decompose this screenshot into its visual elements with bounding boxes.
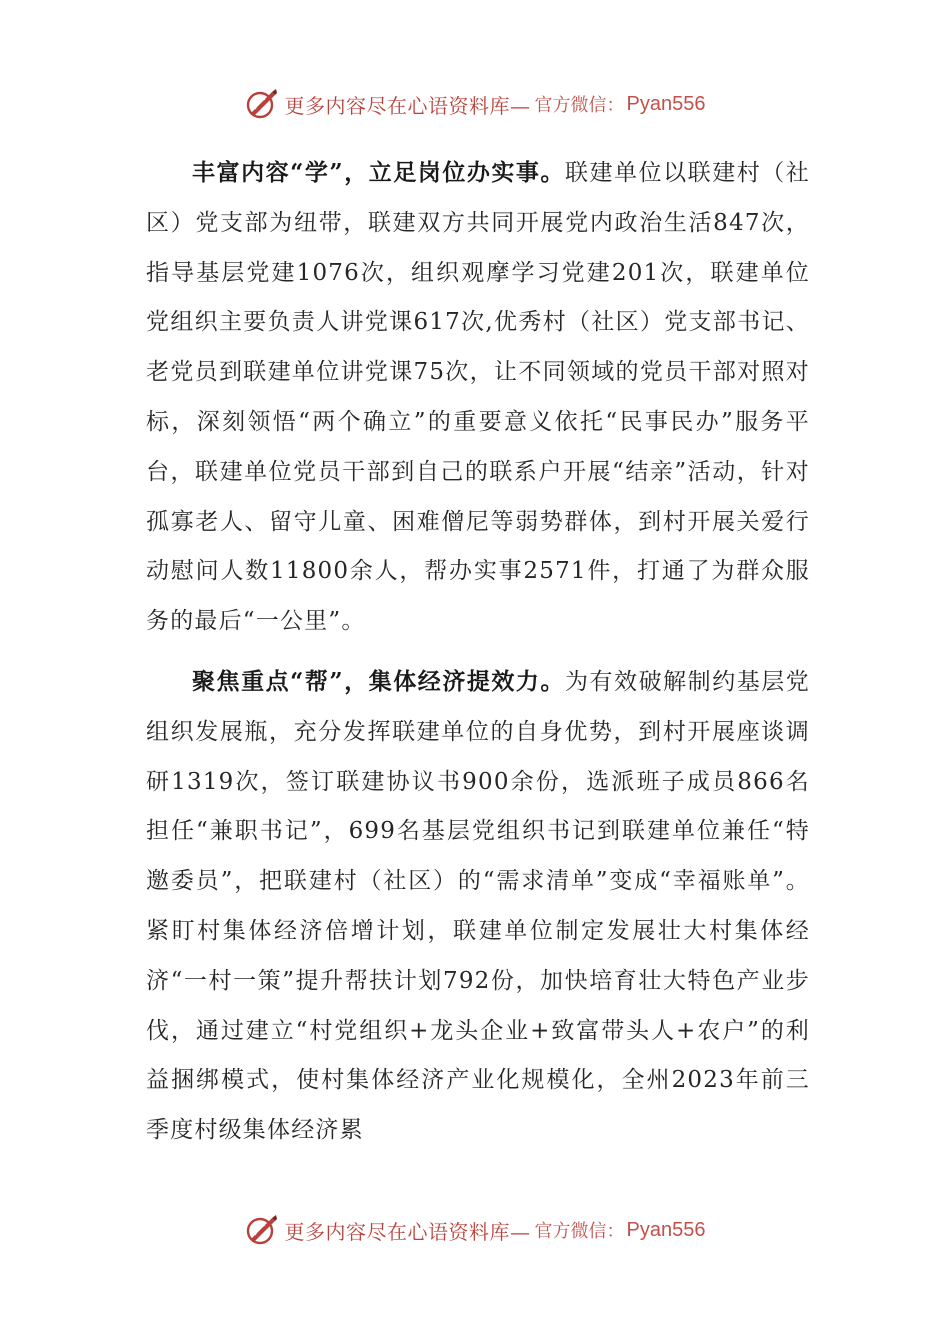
paragraph-help bbox=[146, 657, 810, 1156]
banner-wechat-id: Pyan556 bbox=[626, 92, 706, 115]
banner-main-text: 更多内容尽在心语资料库— bbox=[284, 1219, 531, 1244]
banner-wechat-label: 官方微信： bbox=[534, 95, 625, 116]
pen-logo-icon bbox=[245, 1213, 279, 1247]
banner-wechat-label: 官方微信： bbox=[534, 1221, 625, 1242]
paragraph-lead: 丰富内容“学”，立足岗位办实事。 bbox=[192, 159, 565, 186]
header-banner bbox=[0, 84, 950, 124]
paragraph-text: 为有效破解制约基层党组织发展瓶，充分发挥联建单位的自身优势，到村开展座谈调研1319次，签订联建协议书900余份，选派班子成员866名担任“兼职书记”，699名基层党组织书记到联建单位兼任“特邀委员”，把联建村（社区）的“需求清单”变成“幸福账单”。紧盯村集体经济倍增计划，联建单位制定发展壮大村集体经济“一村一策”提升帮扶计划792份，加快培育壮大特色产业步伐，通过建立“村党组织+龙头企业+致富带头人+农户”的利益捆绑模式，使村集体经济产业化规模化，全州2023年前三季度村级集体经济累 bbox=[146, 668, 810, 1144]
paragraph-text: 联建单位以联建村（社区）党支部为纽带，联建双方共同开展党内政治生活847次，指导基层党建1076次，组织观摩学习党建201次，联建单位党组织主要负责人讲党课617次,优秀村（社区）党支部书记、老党员到联建单位讲党课75次，让不同领域的党员干部对照对标，深刻领悟“两个确立”的重要意义依托“民事民办”服务平台，联建单位党员干部到自己的联系户开展“结亲”活动，针对孤寡老人、留守儿童、困难僧尼等弱势群体，到村开展关爱行动慰问人数11800余人，帮办实事2571件，打通了为群众服务的最后“一公里”。 bbox=[146, 160, 810, 635]
banner-main-text: 更多内容尽在心语资料库— bbox=[284, 93, 531, 118]
footer-banner bbox=[0, 1210, 950, 1250]
document-body bbox=[146, 148, 810, 1166]
paragraph-study bbox=[146, 148, 810, 647]
banner-wechat-id: Pyan556 bbox=[626, 1218, 706, 1241]
paragraph-lead: 聚焦重点“帮”，集体经济提效力。 bbox=[192, 667, 565, 695]
pen-logo-icon bbox=[245, 87, 279, 121]
